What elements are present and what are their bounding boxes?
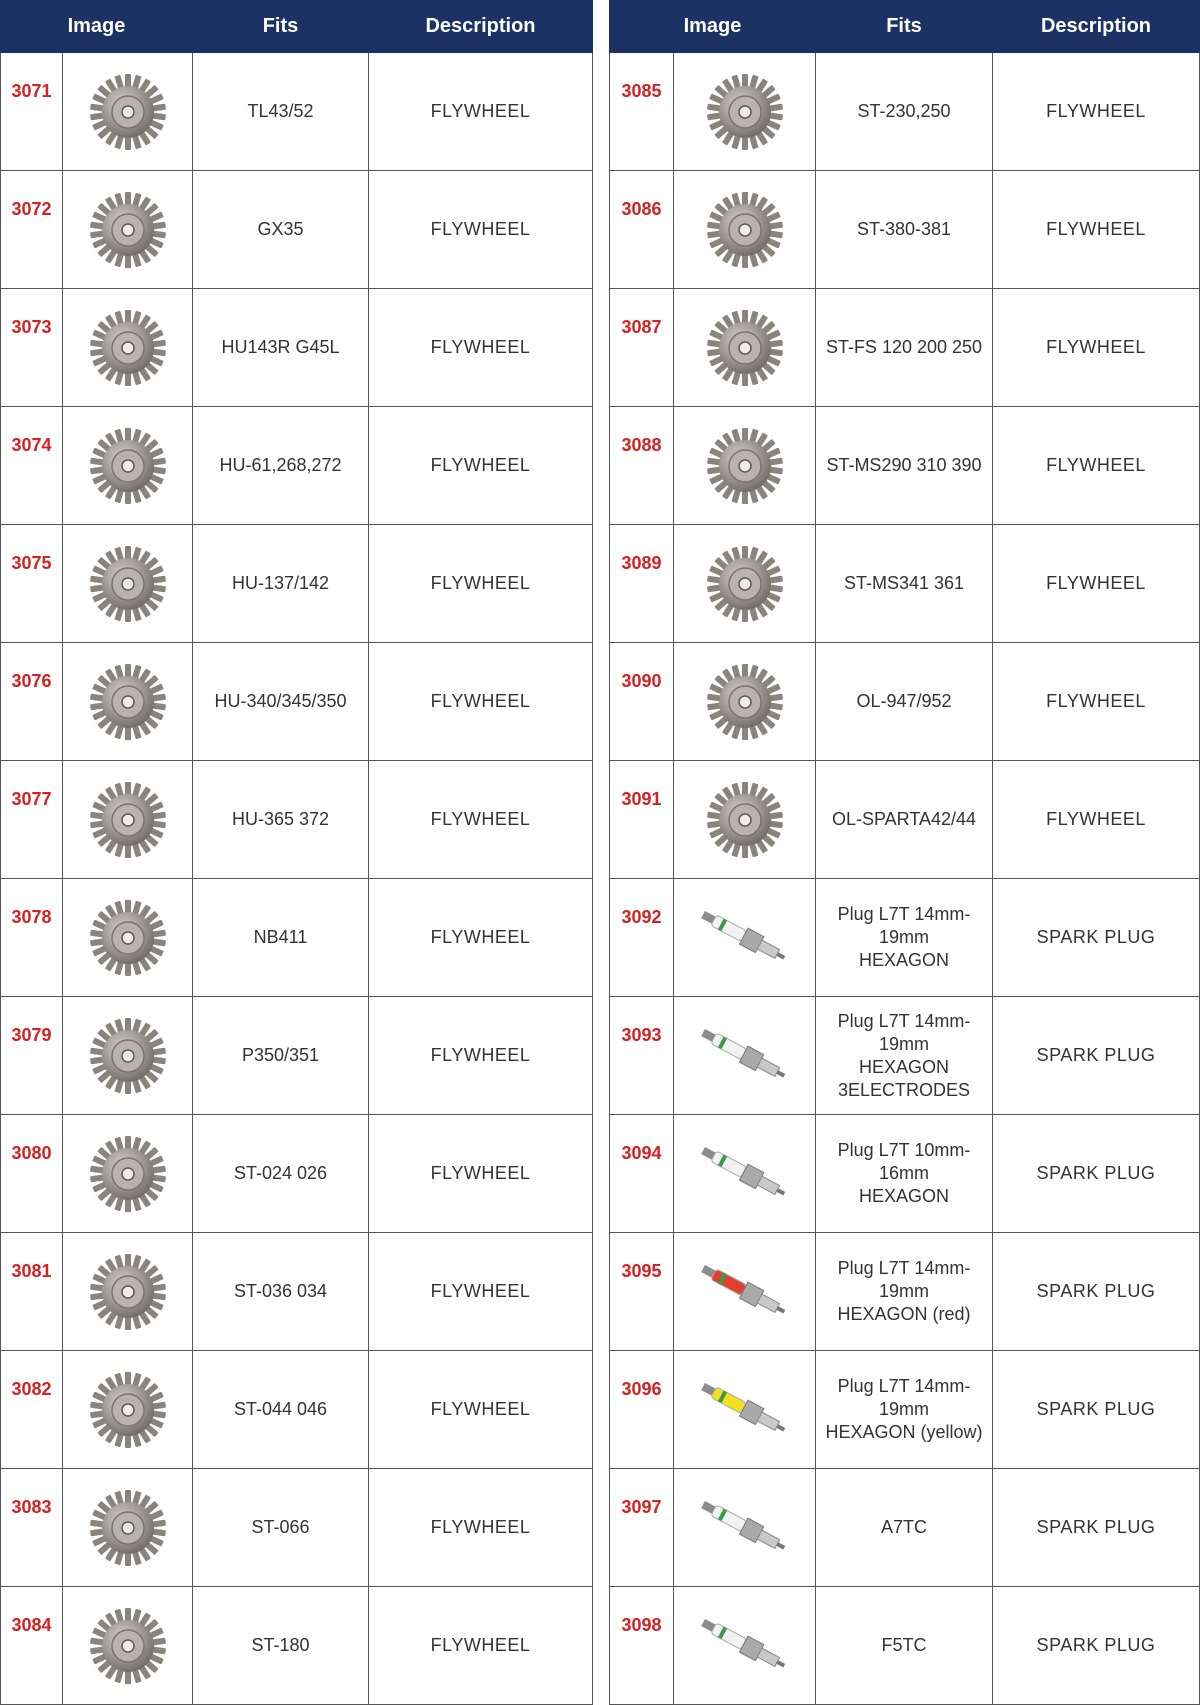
table-body-left (1, 53, 593, 1705)
part-image (674, 879, 816, 997)
part-fits: HU-137/142 (193, 525, 369, 643)
part-number: 3074 (1, 407, 63, 525)
table-row (610, 1115, 1200, 1233)
part-image (674, 53, 816, 171)
part-image (63, 1351, 193, 1469)
part-fits (816, 1115, 993, 1233)
part-number: 3095 (610, 1233, 674, 1351)
table-row (1, 997, 593, 1115)
part-number: 3092 (610, 879, 674, 997)
table-row (610, 171, 1200, 289)
flywheel-icon (674, 544, 815, 624)
part-number: 3078 (1, 879, 63, 997)
part-description: FLYWHEEL (369, 643, 593, 761)
part-description: SPARK PLUG (993, 879, 1200, 997)
table-row (610, 53, 1200, 171)
table-row (1, 1351, 593, 1469)
part-image (63, 1115, 193, 1233)
header-fits: Fits (816, 1, 993, 53)
part-description: FLYWHEEL (369, 1587, 593, 1705)
part-number: 3075 (1, 525, 63, 643)
flywheel-icon (63, 1370, 192, 1450)
spark-plug-red-icon (674, 1257, 815, 1327)
part-image (674, 1587, 816, 1705)
part-fits: ST-024 026 (193, 1115, 369, 1233)
fits-line: HEXAGON (858, 1186, 950, 1206)
part-description: FLYWHEEL (369, 407, 593, 525)
part-description: SPARK PLUG (993, 1587, 1200, 1705)
part-fits: HU-365 372 (193, 761, 369, 879)
table-row (1, 289, 593, 407)
part-image (674, 761, 816, 879)
table-header-row (610, 1, 1200, 53)
part-fits (816, 525, 993, 643)
part-number: 3073 (1, 289, 63, 407)
part-description: SPARK PLUG (993, 1469, 1200, 1587)
part-description: FLYWHEEL (993, 643, 1200, 761)
flywheel-icon (674, 308, 815, 388)
table-row (610, 761, 1200, 879)
table-row (1, 643, 593, 761)
part-fits (816, 289, 993, 407)
part-number: 3091 (610, 761, 674, 879)
table-row (610, 1233, 1200, 1351)
part-fits: HU143R G45L (193, 289, 369, 407)
table-row (1, 525, 593, 643)
table-row (610, 289, 1200, 407)
flywheel-icon (63, 1016, 192, 1096)
part-number: 3077 (1, 761, 63, 879)
table-row (610, 407, 1200, 525)
part-fits: TL43/52 (193, 53, 369, 171)
table-row (1, 407, 593, 525)
part-description: FLYWHEEL (369, 53, 593, 171)
flywheel-icon (63, 662, 192, 742)
part-fits (816, 171, 993, 289)
flywheel-icon (63, 308, 192, 388)
flywheel-icon (63, 1606, 192, 1686)
table-row (1, 1115, 593, 1233)
part-image (674, 1115, 816, 1233)
header-description: Description (993, 1, 1200, 53)
part-description: FLYWHEEL (993, 289, 1200, 407)
part-number: 3089 (610, 525, 674, 643)
part-number: 3083 (1, 1469, 63, 1587)
part-image (674, 1233, 816, 1351)
fits-line: HEXAGON (red) (837, 1304, 971, 1324)
fits-line: OL-947/952 (856, 691, 952, 711)
part-image (674, 997, 816, 1115)
part-fits (816, 1469, 993, 1587)
part-number: 3098 (610, 1587, 674, 1705)
part-description: FLYWHEEL (993, 525, 1200, 643)
fits-line: 3ELECTRODES (837, 1079, 971, 1100)
header-fits: Fits (193, 1, 369, 53)
part-image (63, 1233, 193, 1351)
flywheel-icon (63, 190, 192, 270)
table-row (1, 171, 593, 289)
part-number: 3081 (1, 1233, 63, 1351)
part-image (674, 525, 816, 643)
part-description: SPARK PLUG (993, 1115, 1200, 1233)
part-fits (816, 879, 993, 997)
part-fits: ST-180 (193, 1587, 369, 1705)
part-image (63, 997, 193, 1115)
part-number: 3076 (1, 643, 63, 761)
part-image (674, 289, 816, 407)
flywheel-icon (674, 780, 815, 860)
parts-table-right (609, 0, 1200, 1705)
table-row (1, 879, 593, 997)
fits-line: ST-MS341 361 (843, 573, 965, 593)
table-row (610, 643, 1200, 761)
part-description: SPARK PLUG (993, 1233, 1200, 1351)
fits-line: OL-SPARTA42/44 (831, 809, 977, 829)
part-image (63, 53, 193, 171)
part-fits: P350/351 (193, 997, 369, 1115)
part-fits (816, 997, 993, 1115)
spark-plug-icon (674, 1021, 815, 1091)
flywheel-icon (63, 780, 192, 860)
header-image: Image (1, 1, 193, 53)
table-row (610, 1587, 1200, 1705)
part-number: 3088 (610, 407, 674, 525)
spark-plug-icon (674, 1139, 815, 1209)
part-fits (816, 1351, 993, 1469)
part-number: 3085 (610, 53, 674, 171)
part-fits: ST-066 (193, 1469, 369, 1587)
flywheel-icon (674, 72, 815, 152)
part-description: FLYWHEEL (369, 525, 593, 643)
table-row (1, 761, 593, 879)
part-description: FLYWHEEL (369, 879, 593, 997)
part-image (674, 407, 816, 525)
part-number: 3082 (1, 1351, 63, 1469)
table-row (1, 1587, 593, 1705)
fits-line: HEXAGON (858, 950, 950, 970)
table-row (610, 997, 1200, 1115)
part-fits: NB411 (193, 879, 369, 997)
part-number: 3072 (1, 171, 63, 289)
fits-line: HEXAGON (yellow) (825, 1422, 983, 1442)
part-fits: GX35 (193, 171, 369, 289)
part-number: 3086 (610, 171, 674, 289)
fits-line: ST-380-381 (856, 219, 952, 239)
table-row (1, 1233, 593, 1351)
part-description: FLYWHEEL (369, 1469, 593, 1587)
table-row (610, 879, 1200, 997)
fits-line: Plug L7T 14mm-19mm (837, 1258, 971, 1301)
spark-plug-icon (674, 1611, 815, 1681)
part-description: FLYWHEEL (369, 289, 593, 407)
part-image (63, 525, 193, 643)
part-image (674, 1351, 816, 1469)
part-fits (816, 1587, 993, 1705)
part-image (63, 289, 193, 407)
fits-line: F5TC (881, 1635, 927, 1655)
flywheel-icon (63, 426, 192, 506)
part-description: SPARK PLUG (993, 997, 1200, 1115)
part-number: 3080 (1, 1115, 63, 1233)
part-number: 3094 (610, 1115, 674, 1233)
part-image (63, 761, 193, 879)
fits-line: ST-230,250 (857, 101, 951, 121)
table-row (610, 525, 1200, 643)
part-number: 3090 (610, 643, 674, 761)
part-image (63, 1587, 193, 1705)
fits-line: HEXAGON (858, 1056, 950, 1077)
fits-line: Plug L7T 10mm-16mm (837, 1140, 971, 1183)
flywheel-icon (674, 426, 815, 506)
flywheel-icon (63, 1134, 192, 1214)
part-description: FLYWHEEL (993, 761, 1200, 879)
table-row (610, 1469, 1200, 1587)
part-number: 3071 (1, 53, 63, 171)
header-image: Image (610, 1, 816, 53)
spark-plug-icon (674, 1493, 815, 1563)
fits-line: A7TC (880, 1517, 927, 1537)
part-image (674, 171, 816, 289)
part-number: 3097 (610, 1469, 674, 1587)
part-fits (816, 407, 993, 525)
part-description: SPARK PLUG (993, 1351, 1200, 1469)
fits-line: Plug L7T 14mm-19mm (837, 904, 971, 947)
fits-line: Plug L7T 14mm-19mm (837, 1010, 971, 1054)
part-image (674, 643, 816, 761)
table-body-right (610, 53, 1200, 1705)
part-image (63, 643, 193, 761)
part-image (674, 1469, 816, 1587)
table-row (610, 1351, 1200, 1469)
part-number: 3079 (1, 997, 63, 1115)
part-image (63, 879, 193, 997)
part-description: FLYWHEEL (369, 1115, 593, 1233)
part-description: FLYWHEEL (369, 761, 593, 879)
spark-plug-icon (674, 903, 815, 973)
part-fits (816, 53, 993, 171)
part-description: FLYWHEEL (993, 407, 1200, 525)
flywheel-icon (63, 1252, 192, 1332)
part-description: FLYWHEEL (369, 1351, 593, 1469)
part-description: FLYWHEEL (369, 1233, 593, 1351)
header-description: Description (369, 1, 593, 53)
flywheel-icon (63, 1488, 192, 1568)
part-number: 3087 (610, 289, 674, 407)
part-description: FLYWHEEL (369, 997, 593, 1115)
spark-plug-yellow-icon (674, 1375, 815, 1445)
part-fits: ST-044 046 (193, 1351, 369, 1469)
flywheel-icon (63, 72, 192, 152)
part-number: 3084 (1, 1587, 63, 1705)
part-image (63, 407, 193, 525)
table-row (1, 53, 593, 171)
flywheel-icon (674, 190, 815, 270)
part-number: 3093 (610, 997, 674, 1115)
part-image (63, 1469, 193, 1587)
part-fits: HU-340/345/350 (193, 643, 369, 761)
part-number: 3096 (610, 1351, 674, 1469)
part-fits (816, 643, 993, 761)
part-fits: ST-036 034 (193, 1233, 369, 1351)
part-fits: HU-61,268,272 (193, 407, 369, 525)
fits-line: ST-MS290 310 390 (826, 455, 982, 475)
table-header-row (1, 1, 593, 53)
part-fits (816, 1233, 993, 1351)
part-image (63, 171, 193, 289)
flywheel-icon (63, 898, 192, 978)
part-description: FLYWHEEL (993, 53, 1200, 171)
flywheel-icon (674, 662, 815, 742)
part-description: FLYWHEEL (369, 171, 593, 289)
flywheel-icon (63, 544, 192, 624)
parts-table-left (0, 0, 593, 1705)
fits-line: Plug L7T 14mm-19mm (837, 1376, 971, 1419)
fits-line: ST-FS 120 200 250 (825, 337, 983, 357)
table-row (1, 1469, 593, 1587)
part-description: FLYWHEEL (993, 171, 1200, 289)
part-fits (816, 761, 993, 879)
